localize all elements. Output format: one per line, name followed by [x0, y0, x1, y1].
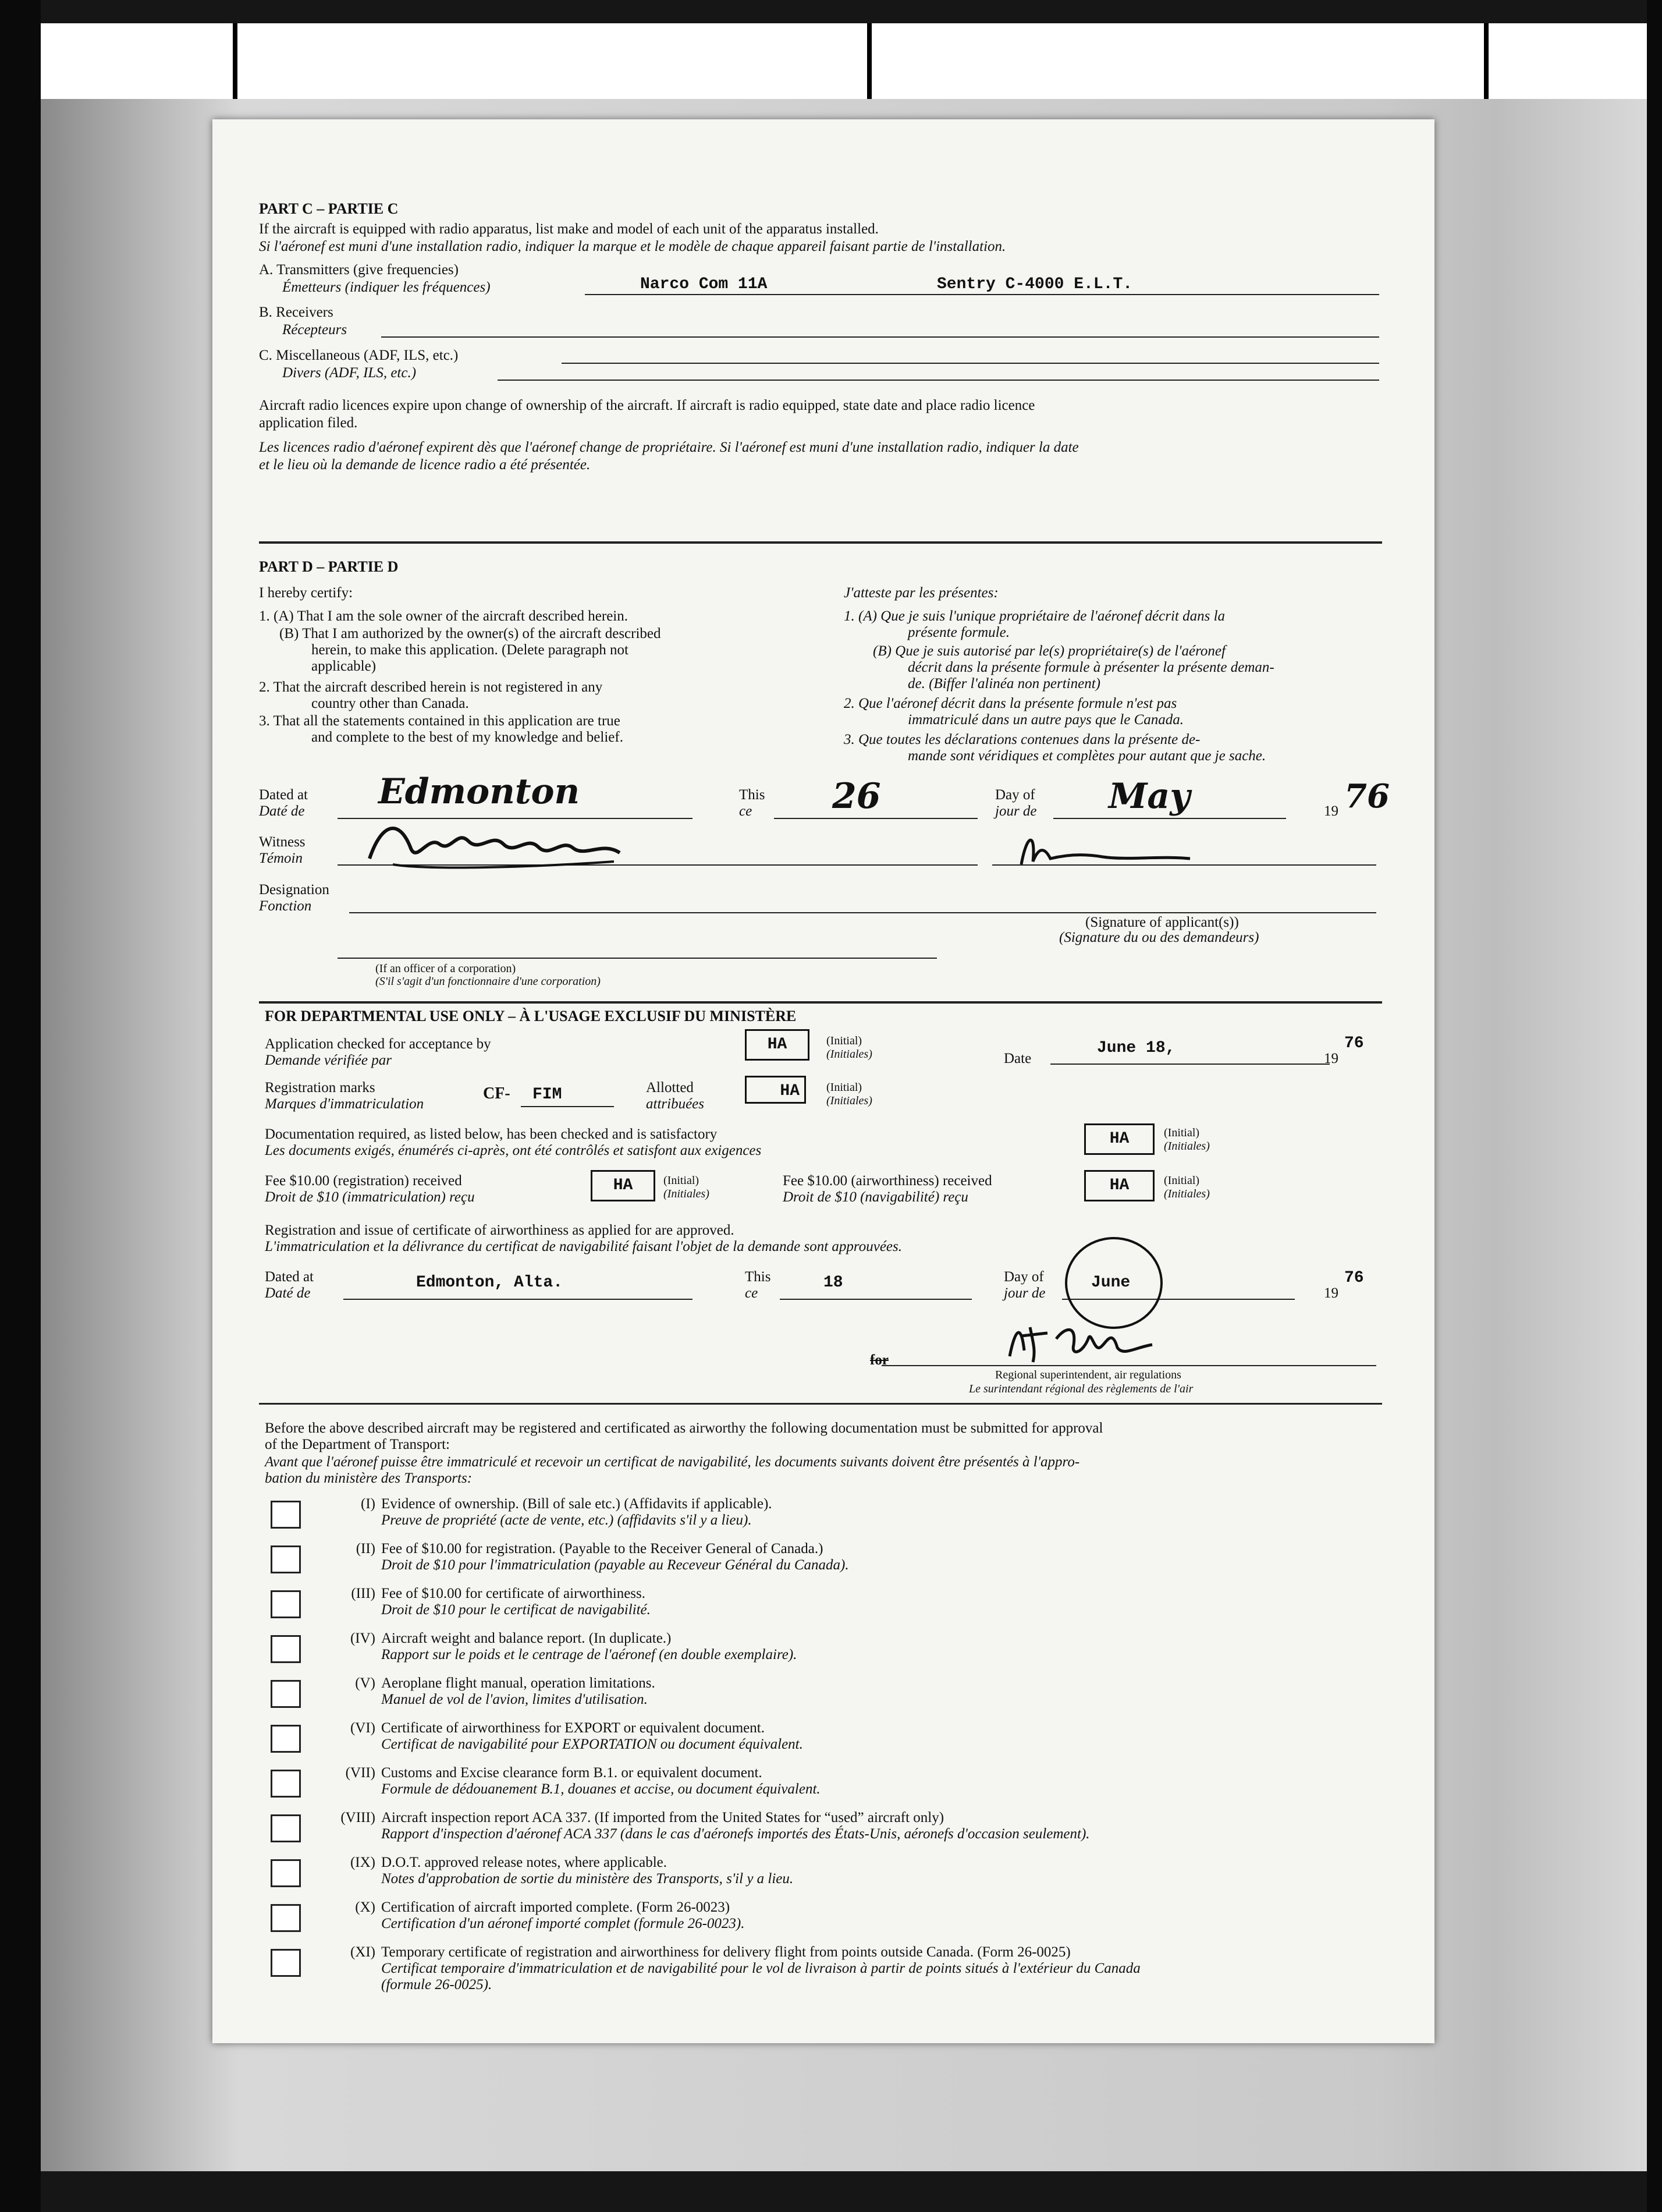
dept-day-value: 18 — [823, 1274, 843, 1292]
docs-intro-en-1: Before the above described aircraft may be registered and certificated as airworthy the following documentation must be submitted for approval — [265, 1420, 1103, 1436]
cert-en-3-2: and complete to the best of my knowledge and belief. — [311, 729, 623, 745]
officer-line — [338, 958, 937, 959]
top-strip — [41, 23, 1647, 99]
officer-caption-fr: (S'il s'agit d'un fonctionnaire d'une corporation) — [375, 975, 601, 988]
doc-checkbox-11[interactable] — [271, 1949, 301, 1977]
dept-day-of-label: Day of — [1004, 1269, 1044, 1285]
allotted-label-fr: attribuées — [646, 1096, 704, 1112]
doc-item-fr: Certificat temporaire d'immatriculation et de navigabilité pour le vol de livraison à partir de points situés à l'extérieur du Canada — [381, 1961, 1141, 1976]
this-label: This — [739, 787, 765, 803]
doc-item-en: Fee of $10.00 for certificate of airworthiness. — [381, 1586, 646, 1601]
doc-checked-label: Documentation required, as listed below, has been checked and is satisfactory — [265, 1126, 718, 1142]
day-of-label: Day of — [995, 787, 1035, 803]
doc-item-num: (V) — [355, 1675, 375, 1691]
docs-intro-fr-1: Avant que l'aéronef puisse être immatriculé et recevoir un certificat de navigabilité, les documents suivants doivent être présentés à l'appro- — [265, 1454, 1080, 1470]
cert-en-1b-1: (B) That I am authorized by the owner(s) of the aircraft described — [279, 626, 661, 641]
doc-item-num: (X) — [355, 1899, 375, 1915]
cert-fr-3-1: 3. Que toutes les déclarations contenues dans la présente de- — [844, 732, 1201, 747]
marks-label-fr: Marques d'immatriculation — [265, 1096, 424, 1112]
fee-air-initials-box: HA — [1084, 1170, 1155, 1201]
licence-en-1: Aircraft radio licences expire upon change of ownership of the aircraft. If aircraft is radio equipped, state date and place radio licence — [259, 398, 1035, 413]
doc-checkbox-5[interactable] — [271, 1680, 301, 1708]
doc-item-fr: Preuve de propriété (acte de vente, etc.) (affidavits s'il y a lieu). — [381, 1512, 752, 1528]
transmitters-label-fr: Émetteurs (indiquer les fréquences) — [282, 279, 491, 295]
receivers-line — [381, 336, 1379, 338]
checked-label: Application checked for acceptance by — [265, 1036, 491, 1052]
misc-label: C. Miscellaneous (ADF, ILS, etc.) — [259, 348, 459, 363]
doc-item-fr: Formule de dédouanement B.1, douanes et accise, ou document équivalent. — [381, 1781, 821, 1797]
dept-date-line — [1050, 1064, 1330, 1065]
month-handwritten: May — [1109, 776, 1191, 817]
checked-initial-caption-fr: (Initiales) — [826, 1048, 872, 1061]
doc-item-fr: Droit de $10 pour l'immatriculation (payable au Receveur Général du Canada). — [381, 1557, 849, 1573]
dept-this-label-fr: ce — [745, 1285, 758, 1301]
fee-reg-label-fr: Droit de $10 (immatriculation) reçu — [265, 1189, 475, 1205]
allotted-label: Allotted — [646, 1080, 694, 1096]
docs-rule — [259, 1403, 1382, 1405]
doc-item-num: (IV) — [350, 1630, 375, 1646]
certify-fr: J'atteste par les présentes: — [844, 585, 999, 601]
cert-fr-2-1: 2. Que l'aéronef décrit dans la présente formule n'est pas — [844, 696, 1177, 711]
doc-checkbox-10[interactable] — [271, 1904, 301, 1932]
dept-dated-at-label: Dated at — [265, 1269, 314, 1285]
doc-item-en: Certification of aircraft imported complete. (Form 26-0023) — [381, 1899, 730, 1915]
checked-initial-caption: (Initial) — [826, 1034, 862, 1047]
doc-item-en: Aircraft inspection report ACA 337. (If imported from the United States for “used” aircraft only) — [381, 1810, 944, 1825]
cert-en-2-1: 2. That the aircraft described herein is not registered in any — [259, 679, 603, 695]
doc-checkbox-2[interactable] — [271, 1545, 301, 1573]
dept-year2-prefix: 19 — [1324, 1285, 1338, 1301]
licence-fr-2: et le lieu où la demande de licence radio a été présentée. — [259, 457, 591, 473]
year-prefix: 19 — [1324, 803, 1338, 819]
dated-at-label: Dated at — [259, 787, 308, 803]
cert-en-2-2: country other than Canada. — [311, 696, 469, 711]
dept-rule — [259, 1001, 1382, 1004]
allotted-initials-box: HA — [745, 1076, 806, 1104]
day-of-label-fr: jour de — [995, 803, 1037, 819]
doc-item-num: (XI) — [350, 1944, 375, 1960]
doc-checkbox-3[interactable] — [271, 1590, 301, 1618]
doc-item-en: D.O.T. approved release notes, where applicable. — [381, 1855, 667, 1870]
witness-label-fr: Témoin — [259, 850, 303, 866]
fee-air-initial-caption-fr: (Initiales) — [1164, 1187, 1210, 1200]
superintendent-caption: Regional superintendent, air regulations — [995, 1369, 1181, 1381]
applicant-signature-caption-fr: (Signature du ou des demandeurs) — [1059, 930, 1259, 945]
misc-line-2 — [498, 380, 1379, 381]
dept-date-label: Date — [1004, 1051, 1032, 1066]
doc-item-en: Customs and Excise clearance form B.1. or equivalent document. — [381, 1765, 762, 1781]
transmitter-value-1: Narco Com 11A — [640, 275, 768, 293]
superintendent-line — [882, 1365, 1376, 1366]
dept-year2-value: 76 — [1344, 1269, 1364, 1287]
doc-item-num: (VIII) — [340, 1810, 375, 1825]
docs-intro-fr-2: bation du ministère des Transports: — [265, 1470, 473, 1486]
doc-checkbox-7[interactable] — [271, 1770, 301, 1798]
form-page — [212, 119, 1434, 2043]
certify-en: I hereby certify: — [259, 585, 353, 601]
receivers-label-fr: Récepteurs — [282, 322, 347, 338]
transmitter-value-2: Sentry C-4000 E.L.T. — [937, 275, 1133, 293]
dept-year-value: 76 — [1344, 1034, 1364, 1052]
dept-day-line — [780, 1299, 972, 1300]
transmitters-line — [585, 294, 1379, 295]
marks-line — [521, 1106, 614, 1107]
fee-reg-initials-box: HA — [591, 1170, 655, 1201]
dept-date-value: June 18, — [1097, 1039, 1176, 1057]
fee-reg-label: Fee $10.00 (registration) received — [265, 1173, 462, 1189]
part-d-rule — [259, 541, 1382, 544]
cert-fr-1a-2: présente formule. — [908, 625, 1010, 640]
allotted-initial-caption-fr: (Initiales) — [826, 1094, 872, 1107]
checked-label-fr: Demande vérifiée par — [265, 1052, 392, 1068]
doc-checkbox-8[interactable] — [271, 1814, 301, 1842]
year-handwritten: 76 — [1344, 777, 1390, 816]
part-c-intro-fr: Si l'aéronef est muni d'une installation radio, indiquer la marque et le modèle de chaque appareil faisant partie de l'installation. — [259, 239, 1006, 254]
doc-initial-caption-fr: (Initiales) — [1164, 1140, 1210, 1153]
marks-value: FIM — [532, 1086, 562, 1104]
cert-fr-3-2: mande sont véridiques et complètes pour autant que je sache. — [908, 748, 1266, 764]
superintendent-signature — [1001, 1316, 1176, 1368]
doc-item-fr: Rapport d'inspection d'aéronef ACA 337 (dans le cas d'aéronefs importés des États-Unis, aéronefs d'occasion seulement). — [381, 1826, 1090, 1842]
month-line — [1053, 818, 1286, 819]
doc-item-fr-cont: (formule 26-0025). — [381, 1977, 492, 1993]
applicant-signature — [1010, 827, 1202, 873]
witness-signature — [358, 812, 637, 876]
witness-label: Witness — [259, 834, 306, 850]
dept-dated-at-label-fr: Daté de — [265, 1285, 311, 1301]
doc-item-num: (III) — [351, 1586, 375, 1601]
designation-label-fr: Fonction — [259, 898, 312, 914]
fee-air-initial-caption: (Initial) — [1164, 1174, 1200, 1187]
cert-fr-2-2: immatriculé dans un autre pays que le Canada. — [908, 712, 1184, 728]
licence-en-2: application filed. — [259, 415, 358, 431]
cert-en-1b-3: applicable) — [311, 658, 377, 674]
doc-item-fr: Rapport sur le poids et le centrage de l'aéronef (en double exemplaire). — [381, 1647, 797, 1662]
dept-dated-place: Edmonton, Alta. — [416, 1274, 563, 1292]
issue-approved: Registration and issue of certificate of airworthiness as applied for are approved. — [265, 1222, 734, 1238]
doc-item-num: (VI) — [350, 1720, 375, 1736]
marks-label: Registration marks — [265, 1080, 375, 1096]
cf-prefix: CF- — [483, 1084, 510, 1103]
doc-item-en: Fee of $10.00 for registration. (Payable to the Receiver General of Canada.) — [381, 1541, 823, 1557]
docs-intro-en-2: of the Department of Transport: — [265, 1437, 450, 1452]
licence-fr-1: Les licences radio d'aéronef expirent dès que l'aéronef change de propriétaire. Si l'aéronef est muni d'une installation radio, indiquer la date — [259, 439, 1079, 455]
cert-fr-1b-3: de. (Biffer l'alinéa non pertinent) — [908, 676, 1100, 692]
designation-label: Designation — [259, 882, 329, 898]
for-label: for — [870, 1352, 889, 1368]
doc-item-en: Temporary certificate of registration and airworthiness for delivery flight from points outside Canada. (Form 26-0025) — [381, 1944, 1071, 1960]
doc-item-fr: Certificat de navigabilité pour EXPORTATION ou document équivalent. — [381, 1736, 803, 1752]
cert-en-1a: 1. (A) That I am the sole owner of the aircraft described herein. — [259, 608, 628, 624]
doc-checkbox-1[interactable] — [271, 1501, 301, 1529]
doc-checkbox-4[interactable] — [271, 1635, 301, 1663]
issue-approved-fr: L'immatriculation et la délivrance du certificat de navigabilité faisant l'objet de la demande sont approuvées. — [265, 1239, 902, 1254]
dept-year-prefix: 19 — [1324, 1051, 1338, 1066]
doc-checkbox-9[interactable] — [271, 1859, 301, 1887]
fee-air-label: Fee $10.00 (airworthiness) received — [783, 1173, 992, 1189]
cert-en-3-1: 3. That all the statements contained in this application are true — [259, 713, 620, 729]
doc-item-num: (IX) — [350, 1855, 375, 1870]
doc-item-en: Certificate of airworthiness for EXPORT or equivalent document. — [381, 1720, 765, 1736]
misc-label-fr: Divers (ADF, ILS, etc.) — [282, 365, 417, 381]
dated-place-handwritten: Edmonton — [378, 771, 580, 812]
doc-item-num: (II) — [356, 1541, 375, 1557]
doc-item-en: Aircraft weight and balance report. (In duplicate.) — [381, 1630, 672, 1646]
officer-caption: (If an officer of a corporation) — [375, 962, 516, 975]
part-c-intro-en: If the aircraft is equipped with radio apparatus, list make and model of each unit of the apparatus installed. — [259, 221, 879, 237]
doc-checked-label-fr: Les documents exigés, énumérés ci-après, ont été contrôlés et satisfont aux exigences — [265, 1143, 762, 1158]
misc-line-1 — [562, 363, 1379, 364]
designation-line — [349, 912, 1376, 913]
dept-dated-at-line — [343, 1299, 692, 1300]
dated-at-label-fr: Daté de — [259, 803, 305, 819]
day-line — [774, 818, 978, 819]
doc-checkbox-6[interactable] — [271, 1725, 301, 1753]
cert-en-1b-2: herein, to make this application. (Delete paragraph not — [311, 642, 628, 658]
doc-item-fr: Droit de $10 pour le certificat de navigabilité. — [381, 1602, 651, 1618]
checked-initials-box: HA — [745, 1029, 809, 1061]
dept-heading: FOR DEPARTMENTAL USE ONLY – À L'USAGE EXCLUSIF DU MINISTÈRE — [265, 1008, 797, 1025]
doc-item-fr: Notes d'approbation de sortie du ministère des Transports, s'il y a lieu. — [381, 1871, 794, 1887]
fee-reg-initial-caption: (Initial) — [663, 1174, 699, 1187]
applicant-signature-caption: (Signature of applicant(s)) — [1085, 914, 1239, 930]
dept-this-label: This — [745, 1269, 771, 1285]
doc-item-fr: Manuel de vol de l'avion, limites d'utilisation. — [381, 1692, 648, 1707]
this-label-fr: ce — [739, 803, 752, 819]
doc-initial-caption: (Initial) — [1164, 1126, 1200, 1139]
cert-fr-1b-2: décrit dans la présente formule à présenter la présente deman- — [908, 660, 1274, 675]
doc-initials-box: HA — [1084, 1123, 1155, 1155]
part-c-heading: PART C – PARTIE C — [259, 200, 399, 217]
doc-item-fr: Certification d'un aéronef importé complet (formule 26-0023). — [381, 1916, 745, 1931]
transmitters-label: A. Transmitters (give frequencies) — [259, 262, 459, 278]
doc-item-en: Aeroplane flight manual, operation limitations. — [381, 1675, 655, 1691]
superintendent-caption-fr: Le surintendant régional des règlements de l'air — [969, 1383, 1194, 1395]
fee-air-label-fr: Droit de $10 (navigabilité) reçu — [783, 1189, 968, 1205]
day-handwritten: 26 — [832, 776, 881, 817]
doc-item-num: (I) — [361, 1496, 375, 1512]
part-d-heading: PART D – PARTIE D — [259, 558, 399, 575]
allotted-initial-caption: (Initial) — [826, 1081, 862, 1094]
doc-item-num: (VII) — [345, 1765, 375, 1781]
cert-fr-1b-1: (B) Que je suis autorisé par le(s) propriétaire(s) de l'aéronef — [873, 643, 1226, 659]
dept-month-value: June — [1091, 1274, 1131, 1292]
cert-fr-1a-1: 1. (A) Que je suis l'unique propriétaire de l'aéronef décrit dans la — [844, 608, 1226, 624]
receivers-label: B. Receivers — [259, 304, 333, 320]
dept-day-of-label-fr: jour de — [1004, 1285, 1046, 1301]
doc-item-en: Evidence of ownership. (Bill of sale etc.) (Affidavits if applicable). — [381, 1496, 772, 1512]
fee-reg-initial-caption-fr: (Initiales) — [663, 1187, 709, 1200]
